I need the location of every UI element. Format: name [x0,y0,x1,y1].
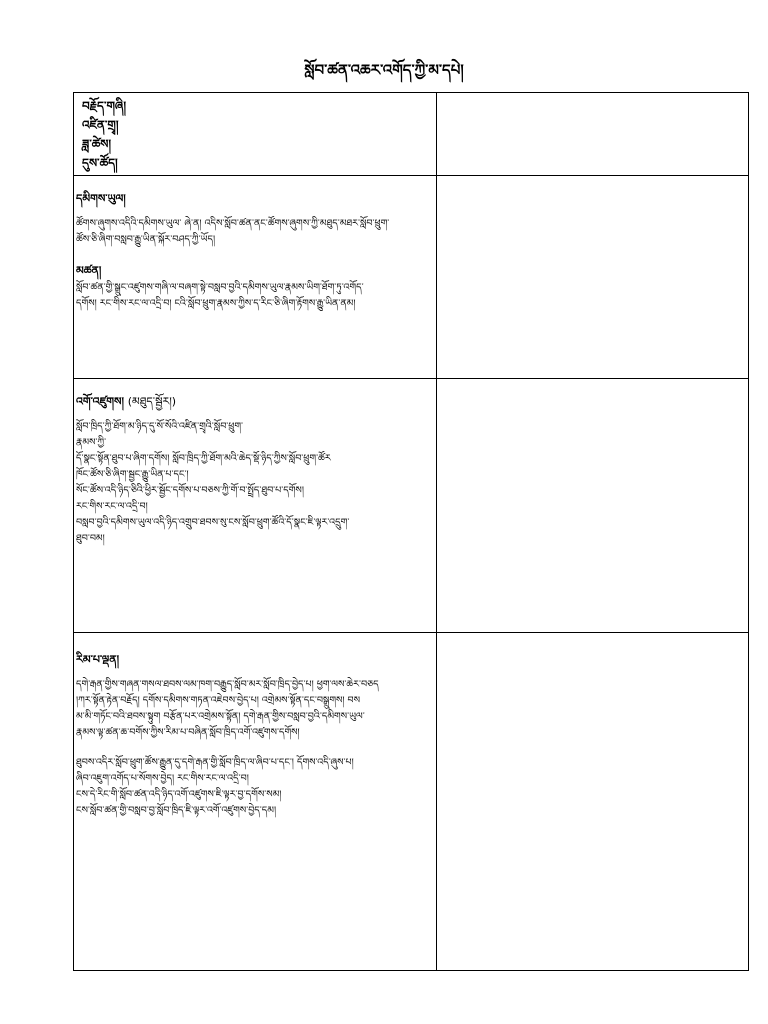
goals-right-cell [437,176,749,379]
activities-line: སོང་ཚོས་འདི་ཉིད་ཅིའི་ཕྱིར་སྦྱོང་དགོས་པ་བཅས་ཀྱི་གོ་བ་སྤྲོད་ཐུབ་པ་དགོས། [76,485,304,496]
procedure-para2-line: ཞིབ་འཇུག་འགོད་པ་སོགས་བྱེད། རང་གིས་རང་ལ་འདྲི་བ། [76,773,249,784]
activities-line: ཐུབ་བམ། [76,533,105,544]
procedure-para2-line: ཐུབས་འདིར་སློབ་ཕྲུག་ཚོས་རྒྱུན་དུ་དགེ་རྒན་གྱི་སློབ་ཁྲིད་ལ་ཞིབ་པ་དང་། དོགས་འདི་ཞུས་པ། [76,757,354,768]
activities-line: ཁོང་ཚོས་ཅི་ཞིག་སྦྱང་རྒྱུ་ཡིན་པ་དང་། [76,469,189,480]
goals-para1-line: ཚོས་ཅི་ཞིག་བསླབ་རྒྱུ་ཡིན་སྐོར་བཤད་ཀྱི་ཡོད། [76,234,216,245]
activities-left-cell [74,379,437,633]
procedure-left-cell [74,633,437,971]
activities-line: སློབ་ཁྲིད་ཀྱི་ཐོག་མ་ཉིད་དུ་སོ་སོའི་འཛིན་གྲྭའི་སློབ་ཕྲུག་ [76,421,244,432]
activities-line: རང་གིས་རང་ལ་འདྲི་བ། [76,501,148,512]
activities-line: བསླབ་བྱའི་དམིགས་ཡུལ་འདི་ཉིད་འགྲུབ་ཐབས་སུ་ངས་སློབ་ཕྲུག་ཚོའི་དོ་སྣང་ཇི་ལྟར་འདྲུག་ [76,517,350,528]
goals-content [74,176,436,314]
header-right-cell [437,93,749,176]
page-title: སློབ་ཚན་འཆར་འགོད་ཀྱི་མ་དཔེ། [304,61,464,79]
procedure-heading: རིམ་པ་ལྡན། [76,653,120,666]
activities-line: རྣམས་ཀྱི་ [76,437,107,448]
time-label: དུས་ཚོད། [82,156,118,170]
goals-heading: དམིགས་ཡུལ། [76,192,126,205]
procedure-para1-line: །ཀར་སྟོན་རྟེན་བརྗོད། དགོས་དམིགས་གཏན་འཇེབས་བྱེད་པ། འགྲེམས་སྟོན་དང་བསྒྲུགས། བས [76,695,361,706]
activities-heading-text: འགོ་འཛུགས། [76,395,124,408]
header-row [74,93,749,176]
class-label: འཛིན་གྲྭ། [82,118,119,132]
activities-line: དོ་སྣང་སྟོན་ཐུབ་པ་ཞིག་དགོས། སློབ་ཁྲིད་ཀྱི་ཐོག་མའི་ཆེད་སྡོ་ཉིད་ཀྱིས་སློབ་ཕྲུག་ཚོར [76,453,331,464]
date-label: ཟླ་ཚེས། [82,137,112,151]
activities-right-cell [437,379,749,633]
goals-para2-line: སློབ་ཚན་གྱི་སྒྲུང་འཛུགས་གཞི་ལ་བཞག་སྟེ་བསླབ་བྱའི་དམིགས་ཡུལ་རྣམས་ཡིག་ཐོག་ཏུ་འགོད་ [76,282,364,293]
lesson-plan-table [73,92,749,971]
activities-heading [76,393,434,411]
topic-label: བརྗོད་གཞི། [82,99,126,113]
procedure-content [74,633,436,821]
goals-reason-label: མཚན། [76,264,102,277]
goals-row [74,176,749,379]
goals-para1-line: ཚོགས་ཞུགས་འདིའི་དམིགས་ཡུལ་ ཞེ་ན། འདིས་སློབ་ཚན་ནང་ཚོགས་ཞུགས་ཀྱི་མཐུད་མཐར་སློབ་ཕྲུག་ [76,218,390,229]
procedure-row [74,633,749,971]
activities-content [74,379,436,549]
procedure-para2-line: ངས་དེ་རིང་གི་སློབ་ཚན་འདི་ཉིད་འགོ་འཛུགས་ཇི་ལྟར་བྱ་དགོས་སམ། [76,789,282,800]
goals-left-cell [74,176,437,379]
procedure-para1-line: རྣམས་ལྟ་ཚན་ཆ་བགོས་ཀྱིས་རིམ་པ་བཞིན་སློབ་ཁྲིད་འགོ་འཛུགས་དགོས། [76,727,300,738]
procedure-para2-line: ངས་སློབ་ཚན་གྱི་བསླབ་བྱ་སློབ་ཁྲིད་ཇི་ལྟར་འགོ་འཛུགས་བྱེད་དམ། [76,805,277,816]
activities-row [74,379,749,633]
goals-para2-line: དགོས། རང་གིས་རང་ལ་འདྲི་བ། ངའི་སློབ་ཕྲུག་རྣམས་ཀྱིས་ད་རིང་ཅི་ཞིག་རྟོགས་རྒྱུ་ཡིན་ནམ། [76,298,356,309]
procedure-right-cell [437,633,749,971]
header-fields [74,93,436,175]
procedure-para1-line: མ་མི་གཏོང་བའི་ཐབས་སྟུག བརྩོན་པར་འགྲེམས་སྟོན། དགེ་རྒན་གྱིས་བསླབ་བྱའི་དམིགས་ཡུལ་ [76,711,365,722]
procedure-para1-line: དགེ་རྒན་གྱིས་གཞན་གསལ་ཐབས་ལམ་ཁག་བརྒྱུད་སློབ་མར་སློབ་ཁྲིད་བྱེད་པ། ཕྱག་ལས་ཆེར་བཅད [76,679,379,690]
activities-heading-sub: (མཐུད་སྦྱོར།) [127,395,177,408]
header-left-cell [74,93,437,176]
